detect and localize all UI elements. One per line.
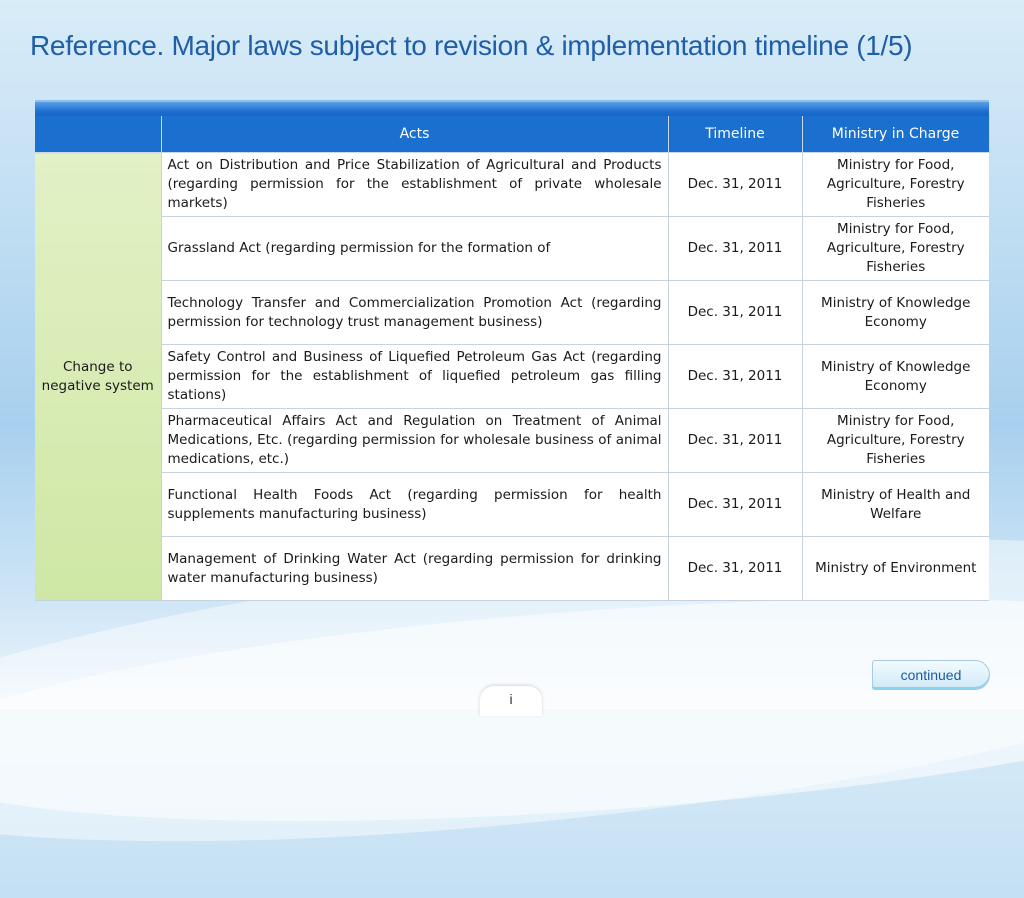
ministry-cell: Ministry of Environment [802,537,989,601]
table-row [35,473,989,537]
act-cell: Act on Distribution and Price Stabilization of Agricultural and Products (regarding permission for the establishment of private wholesale markets) [161,153,668,217]
act-cell: Grassland Act (regarding permission for the formation of [161,217,668,281]
table-row [35,537,989,601]
table-row [35,217,989,281]
act-cell: Management of Drinking Water Act (regarding permission for drinking water manufacturing business) [161,537,668,601]
table-header-row [35,116,989,153]
ministry-cell: Ministry for Food, Agriculture, Forestry Fisheries [802,153,989,217]
ministry-cell: Ministry of Health and Welfare [802,473,989,537]
continued-button[interactable]: continued [872,660,990,690]
header-category [35,116,161,153]
table-row [35,409,989,473]
act-cell: Technology Transfer and Commercialization Promotion Act (regarding permission for technology trust management business) [161,281,668,345]
ministry-cell: Ministry for Food, Agriculture, Forestry Fisheries [802,217,989,281]
ministry-cell: Ministry of Knowledge Economy [802,345,989,409]
header-acts: Acts [161,116,668,153]
table-row [35,281,989,345]
header-timeline: Timeline [668,116,802,153]
page-indicator: i [480,686,542,716]
timeline-cell: Dec. 31, 2011 [668,345,802,409]
timeline-cell: Dec. 31, 2011 [668,281,802,345]
page-title: Reference. Major laws subject to revision & implementation timeline (1/5) [30,30,913,61]
act-cell: Functional Health Foods Act (regarding permission for health supplements manufacturing business) [161,473,668,537]
timeline-cell: Dec. 31, 2011 [668,409,802,473]
table-row [35,345,989,409]
timeline-cell: Dec. 31, 2011 [668,473,802,537]
act-cell: Pharmaceutical Affairs Act and Regulation on Treatment of Animal Medications, Etc. (regarding permission for wholesale business of animal medications, etc.) [161,409,668,473]
act-cell: Safety Control and Business of Liquefied Petroleum Gas Act (regarding permission for the establishment of liquefied petroleum gas filling stations) [161,345,668,409]
ministry-cell: Ministry of Knowledge Economy [802,281,989,345]
ministry-cell: Ministry for Food, Agriculture, Forestry Fisheries [802,409,989,473]
timeline-cell: Dec. 31, 2011 [668,217,802,281]
table-row [35,153,989,217]
category-cell: Change to negative system [35,153,161,601]
timeline-cell: Dec. 31, 2011 [668,537,802,601]
timeline-cell: Dec. 31, 2011 [668,153,802,217]
laws-table [35,116,990,601]
header-ministry: Ministry in Charge [802,116,989,153]
